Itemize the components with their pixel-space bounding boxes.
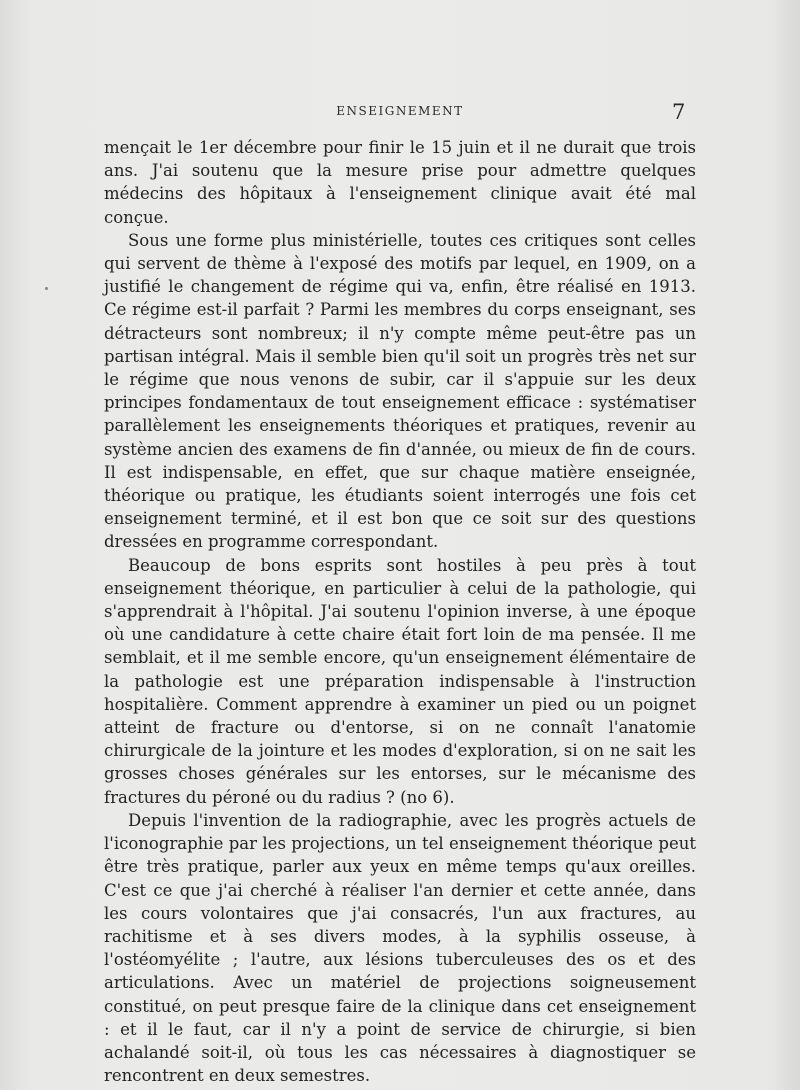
body-text [104,136,696,1087]
paragraph: Sous une forme plus ministérielle, toutes ces critiques sont celles qui servent de thème à l'exposé des motifs par lequel, en 1909, on a justifié le changement de régime qui va, enfin, être réalisé en 1913. Ce régime est-il parfait ? Parmi les membres du corps enseignant, ses détracteurs sont nombreux; il n'y compte même peut-être pas un partisan intégral. Mais il semble bien qu'il soit un progrès très net sur le régime que nous venons de subir, car il s'appuie sur les deux principes fondamentaux de tout enseignement efficace : systématiser parallèlement les enseignements théoriques et pratiques, revenir au système ancien des examens de fin d'année, ou mieux de fin de cours. Il est indispensable, en effet, que sur chaque matière enseignée, théorique ou pratique, les étudiants soient interrogés une fois cet enseignement terminé, et il est bon que ce soit sur des questions dressées en programme correspondant. [104,230,696,552]
paragraph: Depuis l'invention de la radiographie, avec les progrès actuels de l'iconographie par les projections, un tel enseignement théorique peut être très pratique, parler aux yeux en même temps qu'aux oreilles. C'est ce que j'ai cherché à réaliser l'an dernier et cette année, dans les cours volontaires que j'ai consacrés, l'un aux fractures, au rachitisme et à ses divers modes, à la syphilis osseuse, à l'ostéomyélite ; l'autre, aux lésions tuberculeuses des os et des articulations. Avec un matériel de projections soigneusement constitué, on peut presque faire de la clinique dans cet enseignement : et il le faut, car il n'y a point de service de chirurgie, si bien achalandé soit-il, où tous les cas nécessaires à diagnostiquer se rencontrent en deux semestres. [104,810,696,1086]
margin-speck [45,287,48,290]
page-number: 7 [672,100,686,124]
running-title: ENSEIGNEMENT [336,104,464,118]
paragraph: Beaucoup de bons esprits sont hostiles à peu près à tout enseignement théorique, en particulier à celui de la pathologie, qui s'apprendrait à l'hôpital. J'ai soutenu l'opinion inverse, à une époque où une candidature à cette chaire était fort loin de ma pensée. Il me semblait, et il me semble encore, qu'un enseignement élémentaire de la pathologie est une préparation indispensable à l'instruction hospitalière. Comment apprendre à examiner un pied ou un poignet atteint de fracture ou d'entorse, si on ne connaît l'anatomie chirurgicale de la jointure et les modes d'exploration, si on ne sait les grosses choses générales sur les entorses, sur le mécanisme des fractures du péroné ou du radius ? (no 6). [104,555,696,807]
paragraph: mençait le 1er décembre pour finir le 15 juin et il ne durait que trois ans. J'ai soutenu que la mesure prise pour admettre quelques médecins des hôpitaux à l'enseignement clinique avait été mal conçue. [104,138,696,227]
